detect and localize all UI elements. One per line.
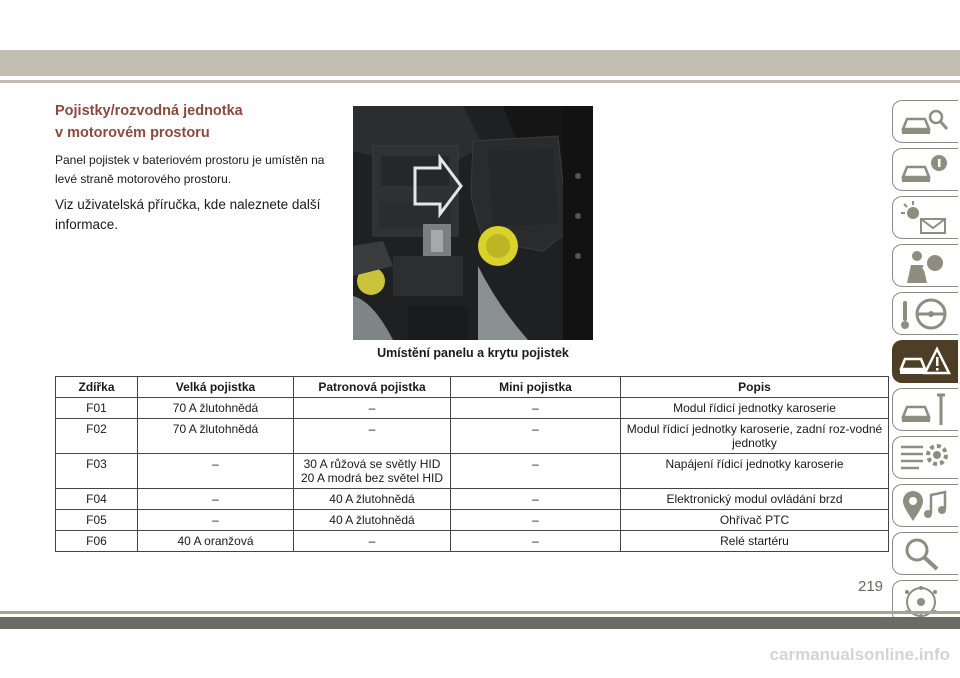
cell-cavity: F03	[56, 454, 138, 489]
navigation-music-icon	[899, 489, 951, 523]
cell-maxi-fuse: –	[138, 454, 294, 489]
table-row	[56, 510, 889, 531]
list-gear-icon	[899, 441, 951, 475]
cell-mini-fuse: –	[451, 531, 621, 552]
tab-instrument-panel[interactable]	[892, 148, 958, 191]
cell-cartridge-fuse: 40 A žlutohnědá	[294, 489, 451, 510]
cell-mini-fuse: –	[451, 510, 621, 531]
section-heading	[55, 100, 243, 144]
cell-cavity: F06	[56, 531, 138, 552]
heading-line-1: Pojistky/rozvodná jednotka	[55, 103, 243, 119]
table-row	[56, 454, 889, 489]
cell-mini-fuse: –	[451, 419, 621, 454]
cell-cavity: F02	[56, 419, 138, 454]
cell-description: Ohřívač PTC	[621, 510, 889, 531]
header-mini-fuse: Mini pojistka	[451, 377, 621, 398]
car-search-icon	[899, 105, 951, 139]
cell-description: Elektronický modul ovládání brzd	[621, 489, 889, 510]
bottom-rule	[0, 611, 960, 614]
tab-technical-specifications[interactable]	[892, 436, 958, 479]
cell-cartridge-fuse: 30 A růžová se světly HID 20 A modrá bez světel HID	[294, 454, 451, 489]
reference-paragraph: Viz uživatelská příručka, kde naleznete další informace.	[55, 197, 321, 232]
tab-starting-operating[interactable]	[892, 292, 958, 335]
figure-caption: Umístění panelu a krytu pojistek	[377, 346, 569, 360]
cell-mini-fuse: –	[451, 398, 621, 419]
cell-description: Modul řídicí jednotky karoserie, zadní roz-vodné jednotky	[621, 419, 889, 454]
engine-bay-photo	[353, 106, 593, 340]
cell-maxi-fuse: –	[138, 489, 294, 510]
top-band	[0, 50, 960, 76]
fuse-table	[55, 376, 889, 552]
steering-wheel-icon	[899, 297, 951, 331]
car-info-icon	[899, 153, 951, 187]
magnifier-icon	[899, 537, 951, 571]
page-number: 219	[858, 578, 884, 595]
tab-multimedia[interactable]	[892, 484, 958, 527]
cell-description: Napájení řídicí jednotky karoserie	[621, 454, 889, 489]
table-header-row	[56, 377, 889, 398]
header-maxi-fuse: Velká pojistka	[138, 377, 294, 398]
airbag-person-icon	[899, 249, 951, 283]
tab-getting-to-know-vehicle[interactable]	[892, 100, 958, 143]
cell-cavity: F05	[56, 510, 138, 531]
cell-cavity: F04	[56, 489, 138, 510]
engine-bay-illustration	[353, 106, 593, 340]
tab-customer-assistance[interactable]	[892, 532, 958, 575]
car-hazard-icon	[899, 345, 951, 379]
tab-in-case-of-emergency[interactable]	[892, 340, 958, 383]
tab-servicing-maintenance[interactable]	[892, 388, 958, 431]
table-row	[56, 489, 889, 510]
cell-cartridge-fuse: –	[294, 419, 451, 454]
cell-cavity: F01	[56, 398, 138, 419]
cell-cartridge-fuse: 40 A žlutohnědá	[294, 510, 451, 531]
table-row	[56, 531, 889, 552]
chapter-tab-strip	[892, 100, 960, 628]
cell-description: Modul řídicí jednotky karoserie	[621, 398, 889, 419]
top-rule	[0, 80, 960, 83]
header-cartridge-fuse: Patronová pojistka	[294, 377, 451, 398]
tab-safety[interactable]	[892, 244, 958, 287]
intro-paragraph: Panel pojistek v bateriovém prostoru je umístěn na levé straně motorového prostoru.	[55, 153, 325, 186]
table-row	[56, 398, 889, 419]
cell-maxi-fuse: 40 A oranžová	[138, 531, 294, 552]
warning-light-message-icon	[899, 201, 951, 235]
cell-maxi-fuse: 70 A žlutohnědá	[138, 419, 294, 454]
heading-line-2: v motorovém prostoru	[55, 125, 210, 141]
cell-maxi-fuse: 70 A žlutohnědá	[138, 398, 294, 419]
header-cavity: Zdířka	[56, 377, 138, 398]
cell-mini-fuse: –	[451, 454, 621, 489]
cell-maxi-fuse: –	[138, 510, 294, 531]
cell-mini-fuse: –	[451, 489, 621, 510]
cell-cartridge-fuse: –	[294, 531, 451, 552]
watermark: carmanualsonline.info	[769, 645, 950, 664]
bottom-band	[0, 617, 960, 629]
cell-description: Relé startéru	[621, 531, 889, 552]
tab-warning-lights[interactable]	[892, 196, 958, 239]
cell-cartridge-fuse: –	[294, 398, 451, 419]
header-description: Popis	[621, 377, 889, 398]
table-row	[56, 419, 889, 454]
car-service-wrench-icon	[899, 393, 951, 427]
